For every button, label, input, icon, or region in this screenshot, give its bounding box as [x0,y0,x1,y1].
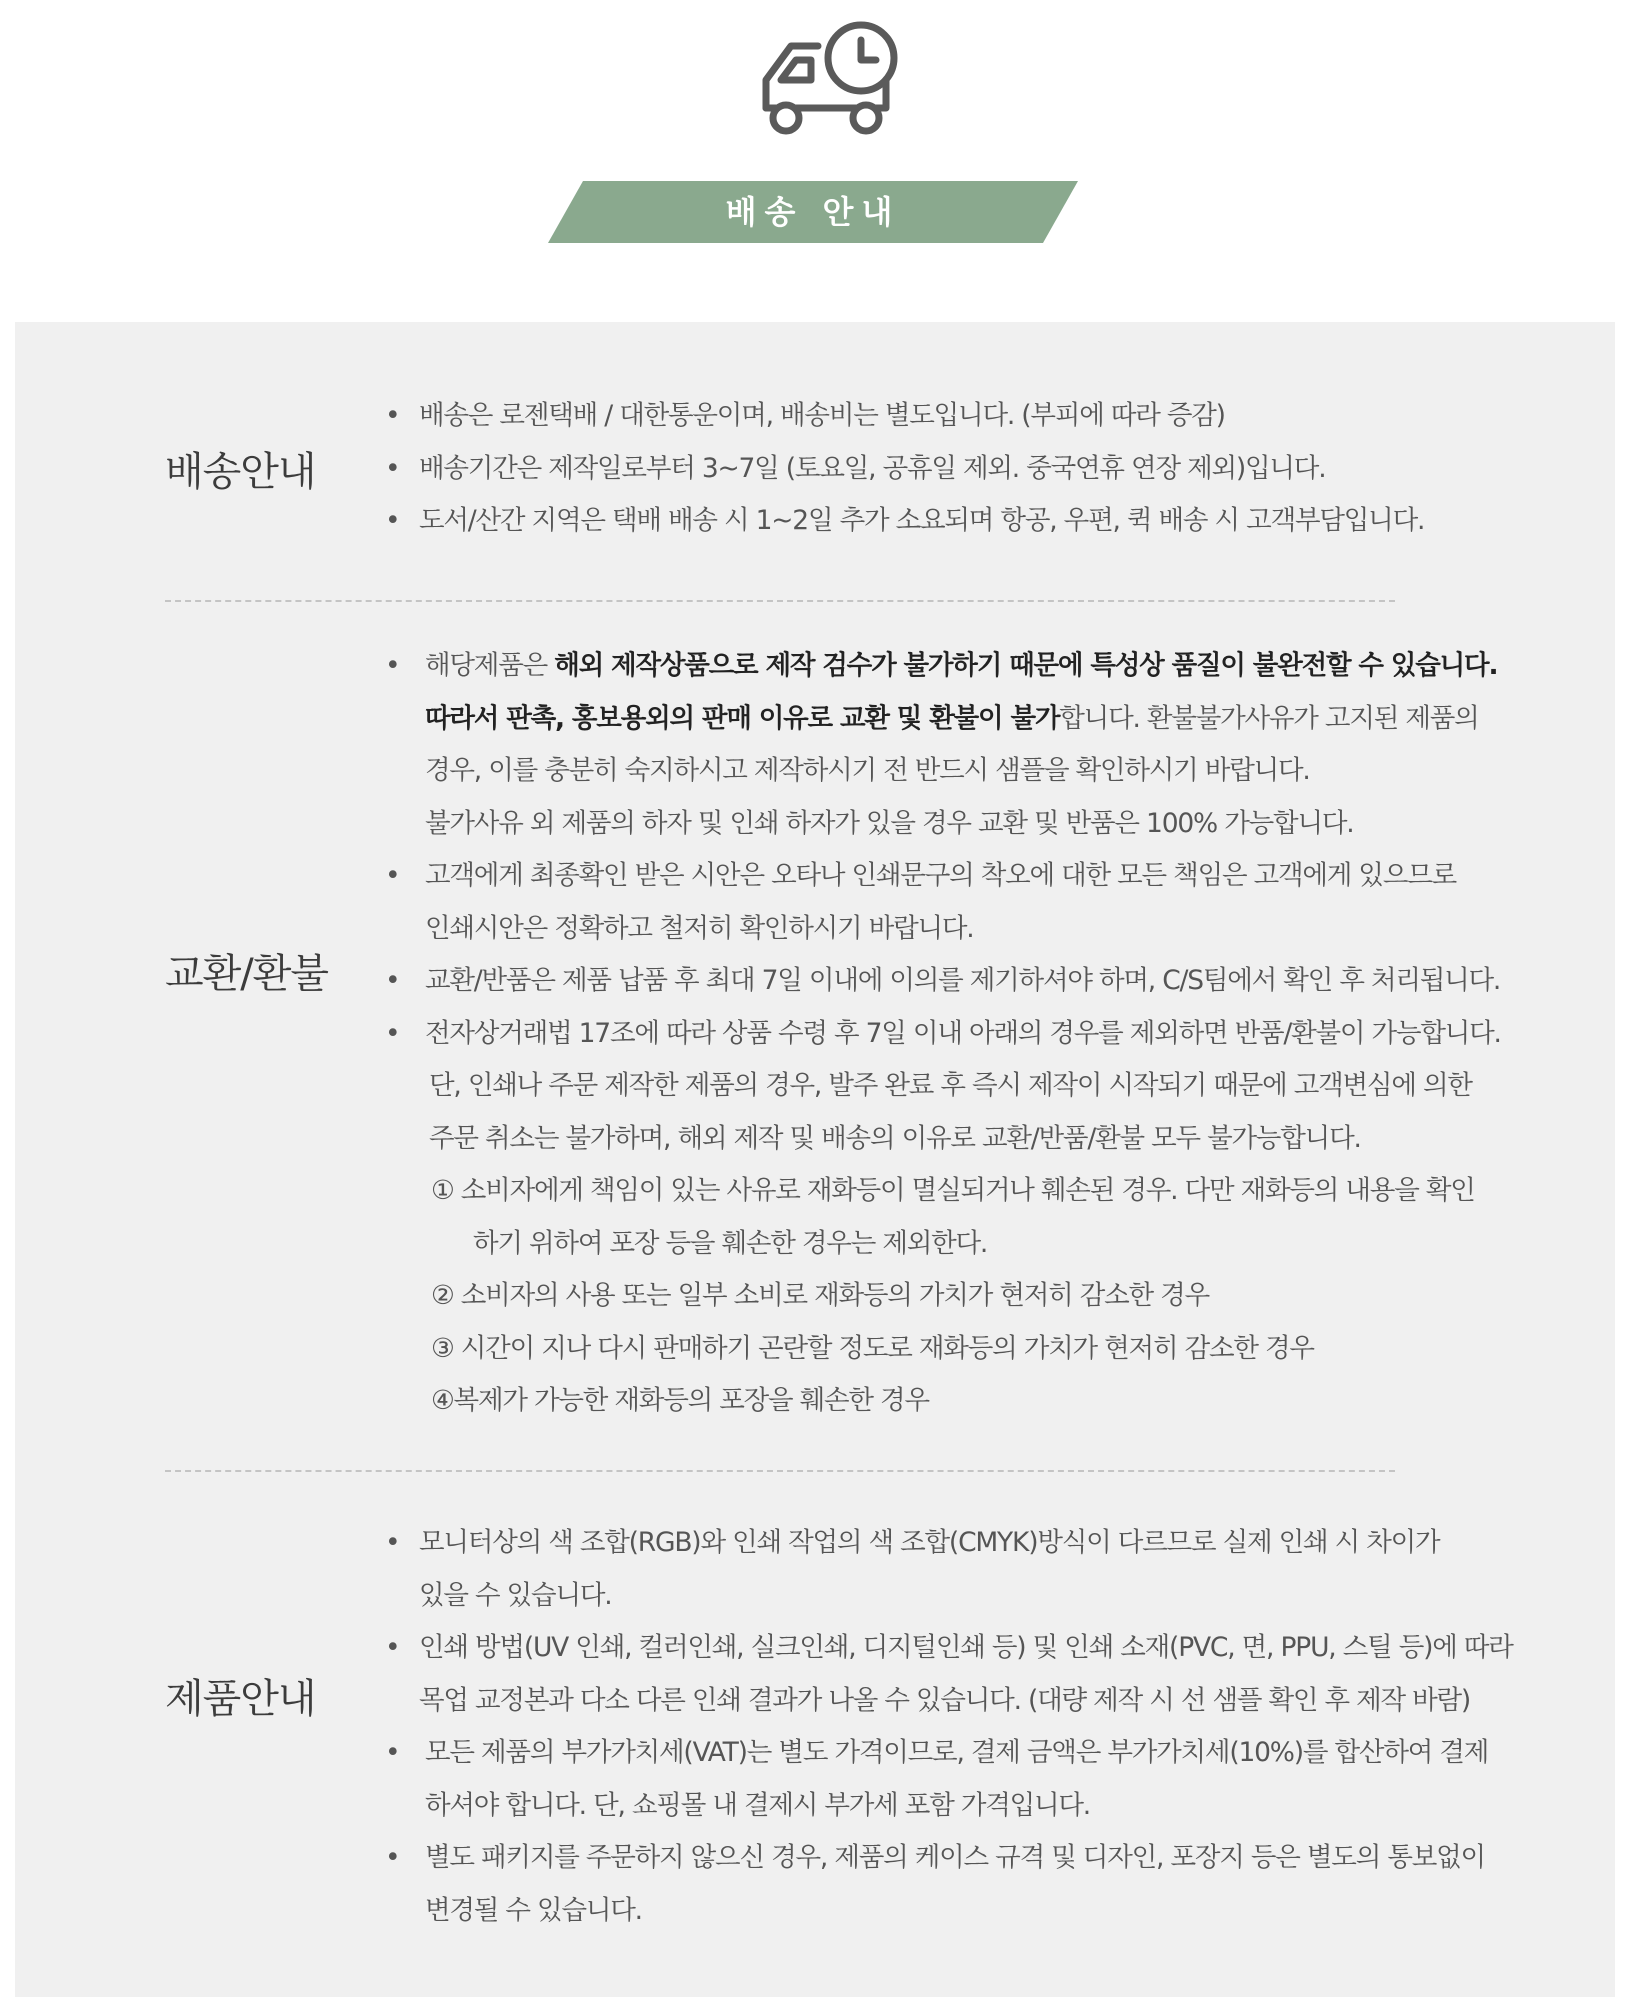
list-item: • 배송기간은 제작일로부터 3~7일 (토요일, 공휴일 제외. 중국연휴 연장 제외)입니다. [385,443,1424,496]
sub-item: ④복제가 가능한 재화등의 포장을 훼손한 경우 [431,1385,929,1416]
section-banner [548,181,1078,243]
section-divider [165,1470,1395,1472]
sub-item: ① 소비자에게 책임이 있는 사유로 재화등이 멸실되거나 훼손된 경우. 다만 재화등의 내용을 확인 하기 위하여 포장 등을 훼손한 경우는 제외한다. [431,1175,1475,1259]
sub-item: ③ 시간이 지나 다시 판매하기 곤란할 정도로 재화등의 가치가 현저히 감소한 경우 [431,1332,1314,1364]
list-item: • 고객에게 최종확인 받은 시안은 오타나 인쇄문구의 착오에 대한 모든 책임은 고객에게 있으므로 인쇄시안은 정확하고 철저히 확인하시기 바랍니다. [385,850,1501,955]
list-item: • 인쇄 방법(UV 인쇄, 컬러인쇄, 실크인쇄, 디지털인쇄 등) 및 인쇄 소재(PVC, 면, PPU, 스틸 등)에 따라 목업 교정본과 다소 다른 인쇄 결과가 나올 수 있습니다. (대량 제작 시 선 샘플 확인 후 제작 바람) [385,1622,1513,1727]
list-item: • 배송은 로젠택배 / 대한통운이며, 배송비는 별도입니다. (부피에 따라 증감) [385,390,1424,443]
list-item: • 해당제품은 해외 제작상품으로 제작 검수가 불가하기 때문에 특성상 품질이 불완전할 수 있습니다. 따라서 판촉, 홍보용외의 판매 이유로 교환 및 환불이 불가합니다. 환불불가사유가 고지된 제품의 경우, 이를 충분히 숙지하시고 제작하시기 전 반드시 샘플을 확인하시기 바랍니다. 불가사유 외 제품의 하자 및 인쇄 하자가 있을 경우 교환 및 반품은 100% 가능합니다. [385,640,1501,850]
section-divider [165,600,1395,602]
exchange-refund-list [385,640,1501,1428]
list-item: • 교환/반품은 제품 납품 후 최대 7일 이내에 이의를 제기하셔야 하며, C/S팀에서 확인 후 처리됩니다. [385,955,1501,1008]
product-info-list [385,1517,1513,1937]
banner-title: 배송 안내 [725,193,901,231]
shipping-list [385,390,1424,548]
section-title-product-info: 제품안내 [165,1676,316,1722]
section-title-exchange-refund: 교환/환불 [165,951,329,997]
section-title-shipping: 배송안내 [165,449,316,495]
list-item: • 모니터상의 색 조합(RGB)와 인쇄 작업의 색 조합(CMYK)방식이 다르므로 실제 인쇄 시 차이가 있을 수 있습니다. [385,1517,1513,1622]
list-item: • 전자상거래법 17조에 따라 상품 수령 후 7일 이내 아래의 경우를 제외하면 반품/환불이 가능합니다. 단, 인쇄나 주문 제작한 제품의 경우, 발주 완료 후 즉시 제작이 시작되기 때문에 고객변심에 의한 주문 취소는 불가하며, 해외 제작 및 배송의 이유로 교환/반품/환불 모두 불가능합니다. ① 소비자에게 책임이 있는 사유로 재화등이 멸실되거나 훼손된 경우. 다만 재화등의 내용을 확인 하기 위하여 포장 등을 훼손한 경우는 제외한다. ② 소비자의 사용 또는 일부 소비로 재화등의 가치가 현저히 감소한 경우 ③ 시간이 지나 다시 판매하기 곤란할 정도로 재화등의 가치가 현저히 감소한 경우 ④복제가 가능한 재화등의 포장을 훼손한 경우 [385,1008,1501,1428]
delivery-truck-clock-icon [756,18,906,148]
list-item: • 별도 패키지를 주문하지 않으신 경우, 제품의 케이스 규격 및 디자인, 포장지 등은 별도의 통보없이 변경될 수 있습니다. [385,1832,1513,1937]
sub-item: ② 소비자의 사용 또는 일부 소비로 재화등의 가치가 현저히 감소한 경우 [431,1280,1209,1311]
list-item: • 모든 제품의 부가가치세(VAT)는 별도 가격이므로, 결제 금액은 부가가치세(10%)를 합산하여 결제 하셔야 합니다. 단, 쇼핑몰 내 결제시 부가세 포함 가격입니다. [385,1727,1513,1832]
list-item: • 도서/산간 지역은 택배 배송 시 1~2일 추가 소요되며 항공, 우편, 퀵 배송 시 고객부담입니다. [385,495,1424,548]
info-panel [15,322,1615,1997]
